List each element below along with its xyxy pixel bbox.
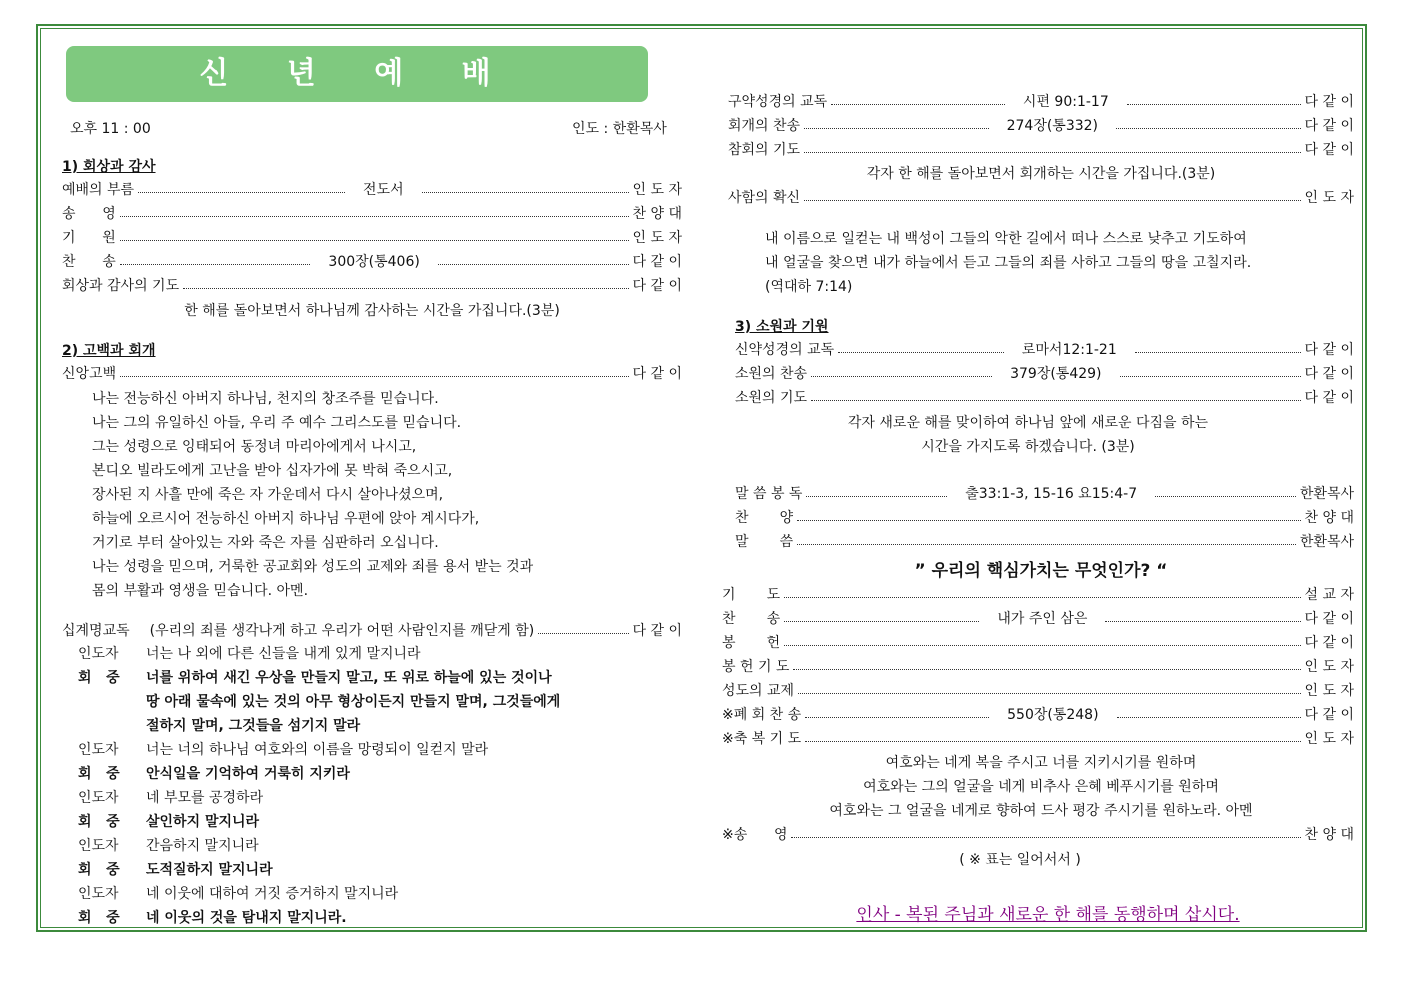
item-label: 기 도: [722, 587, 781, 603]
section1-heading: 1) 회상과 감사: [62, 159, 156, 175]
leader-dots: [804, 128, 989, 129]
item-responsible: 다 같 이: [1304, 342, 1354, 358]
leader-dots: [797, 520, 1300, 521]
item-label: 말 씀: [735, 534, 794, 550]
item-label: 예배의 부름: [62, 182, 135, 198]
item-label: 봉 헌: [722, 635, 781, 651]
leader-dots: [422, 192, 629, 193]
leader-dots: [797, 544, 1296, 545]
order-item: [722, 631, 1354, 653]
order-item: [722, 655, 1354, 677]
leader-dots: [791, 837, 1300, 838]
page-title: 신 년 예 배: [66, 46, 648, 102]
order-item: [62, 226, 682, 248]
order-item: [735, 506, 1354, 528]
item-label: 송 영: [62, 206, 116, 222]
order-item: [735, 362, 1354, 384]
text-line: 나는 성령을 믿으며, 거룩한 공교회와 성도의 교제와 죄를 용서 받는 것과: [92, 559, 534, 575]
leader-dots: [804, 152, 1300, 153]
assurance-row: [728, 186, 1354, 208]
responsive-text: 땅 아래 물속에 있는 것의 아무 형상이든지 만들지 말며, 그것들에게: [146, 694, 561, 710]
leader-dots: [138, 192, 345, 193]
item-responsible: 인 도 자: [1304, 683, 1354, 699]
responsive-speaker: 인도자: [78, 742, 119, 758]
item-responsible: 다 같 이: [1304, 611, 1355, 627]
responsive-speaker: 인도자: [78, 646, 119, 662]
responsive-text: 간음하지 말지니라: [146, 838, 259, 854]
item-label: 참회의 기도: [728, 142, 801, 158]
responsive-text: 도적질하지 말지니라: [146, 862, 273, 878]
leader-dots: [120, 376, 628, 377]
item-responsible: 다 같 이: [632, 278, 682, 294]
order-item: [62, 202, 682, 224]
leader-dots: [1105, 621, 1300, 622]
leader-dots: [120, 216, 629, 217]
leader-dots: [1116, 128, 1301, 129]
item-detail: 내가 주인 삼은: [983, 608, 1101, 628]
order-item: [735, 338, 1354, 360]
responsive-speaker: 회 중: [78, 766, 120, 782]
item-label: 신약성경의 교독: [735, 342, 835, 358]
leader-dots: [183, 288, 628, 289]
greeting: 인사 - 복된 주님과 새로운 한 해를 동행하며 삽시다.: [856, 905, 1240, 925]
item-responsible: 인 도 자: [632, 230, 682, 246]
leader-dots: [784, 597, 1300, 598]
text-line: 여호와는 네게 복을 주시고 너를 지키시기를 원하며: [885, 755, 1197, 771]
item-responsible: 다 같 이: [1304, 707, 1354, 723]
order-item: [62, 250, 682, 272]
creed-right: 다 같 이: [632, 366, 682, 382]
service-leader: 인도 : 한환목사: [572, 121, 667, 137]
text-line: 내 이름으로 일컫는 내 백성이 그들의 악한 길에서 떠나 스스로 낮추고 기도하여: [765, 231, 1247, 247]
leader-dots: [805, 741, 1300, 742]
leader-dots: [831, 104, 1005, 105]
item-responsible: 찬 양 대: [1304, 510, 1354, 526]
item-label: ※폐 회 찬 송: [722, 707, 802, 723]
order-item: [722, 679, 1354, 701]
leader-dots: [1117, 717, 1301, 718]
repent-note: 각자 한 해를 돌아보면서 회개하는 시간을 가집니다.(3분): [866, 166, 1216, 182]
leader-dots: [811, 400, 1300, 401]
item-detail: 전도서: [349, 179, 418, 199]
item-detail: 출33:1-3, 15-16 요15:4-7: [951, 483, 1151, 503]
text-line: 시간을 가지도록 하겠습니다. (3분): [921, 439, 1135, 455]
responsive-speaker: 인도자: [78, 838, 119, 854]
leader-dots: [798, 693, 1300, 694]
text-line: 몸의 부활과 영생을 믿습니다. 아멘.: [92, 583, 309, 599]
item-responsible: 다 같 이: [1304, 635, 1354, 651]
text-line: 장사된 지 사흘 만에 죽은 자 가운데서 다시 살아나셨으며,: [92, 487, 444, 503]
responsive-text: 너를 위하여 새긴 우상을 만들지 말고, 또 위로 하늘에 있는 것이나: [146, 670, 552, 686]
item-responsible: 찬 양 대: [632, 206, 682, 222]
item-responsible: 다 같 이: [1304, 390, 1354, 406]
order-item: [62, 178, 682, 200]
item-responsible: 다 같 이: [1304, 118, 1355, 134]
item-detail: 274장(통332): [993, 115, 1112, 135]
leader-dots: [784, 645, 1300, 646]
text-line: 하늘에 오르시어 전능하신 아버지 하나님 우편에 앉아 계시다가,: [92, 511, 480, 527]
responsive-speaker: 인도자: [78, 886, 119, 902]
order-item: [735, 530, 1354, 552]
text-line: 나는 그의 유일하신 아들, 우리 주 예수 그리스도를 믿습니다.: [92, 415, 462, 431]
text-line: 여호와는 그의 얼굴을 네게 비추사 은혜 베푸시기를 원하며: [863, 779, 1219, 795]
responsive-text: 네 이웃에 대하여 거짓 증거하지 말지니라: [146, 886, 399, 902]
responsive-speaker: 회 중: [78, 814, 120, 830]
order-item: [722, 607, 1354, 629]
commandments-label: 십계명교독: [62, 623, 130, 639]
item-detail: 550장(통248): [993, 704, 1112, 724]
leader-dots: [784, 621, 979, 622]
leader-dots: [793, 669, 1300, 670]
doxology-right: 찬 양 대: [1304, 827, 1354, 843]
text-line: 각자 새로운 해를 맞이하여 하나님 앞에 새로운 다짐을 하는: [847, 415, 1209, 431]
item-label: 구약성경의 교독: [728, 94, 828, 110]
item-label: 봉 헌 기 도: [722, 659, 790, 675]
responsive-speaker: 회 중: [78, 862, 120, 878]
order-item: [735, 386, 1354, 408]
text-line: (역대하 7:14): [765, 279, 853, 295]
leader-dots: [1127, 104, 1301, 105]
item-responsible: 다 같 이: [1304, 366, 1355, 382]
leader-dots: [805, 717, 989, 718]
item-responsible: 인 도 자: [1304, 731, 1354, 747]
responsive-text: 네 부모를 공경하라: [146, 790, 264, 806]
creed-row: [62, 362, 682, 384]
commandments-row: [62, 619, 682, 641]
leader-dots: [120, 240, 629, 241]
order-item: [722, 703, 1354, 725]
order-item: [728, 138, 1354, 160]
text-line: 거기로 부터 살아있는 자와 죽은 자를 심판하러 오십니다.: [92, 535, 439, 551]
section1-note: 한 해를 돌아보면서 하나님께 감사하는 시간을 가집니다.(3분): [184, 303, 560, 319]
responsive-text: 너는 나 외에 다른 신들을 내게 있게 말지니라: [146, 646, 421, 662]
leader-dots: [1120, 376, 1301, 377]
leader-dots: [438, 264, 629, 265]
doxology-label: ※송 영: [722, 827, 788, 843]
responsive-text: 절하지 말며, 그것들을 섬기지 말라: [146, 718, 361, 734]
item-detail: 로마서12:1-21: [1008, 339, 1131, 359]
item-responsible: 한환목사: [1299, 486, 1354, 502]
responsive-speaker: 회 중: [78, 910, 120, 926]
item-detail: 시편 90:1-17: [1009, 91, 1123, 111]
commandments-right: 다 같 이: [632, 623, 682, 639]
item-responsible: 다 같 이: [1304, 142, 1354, 158]
assurance-label: 사함의 확신: [728, 190, 801, 206]
order-item: [722, 583, 1354, 605]
item-label: 찬 송: [722, 611, 781, 627]
service-time: 오후 11 : 00: [70, 121, 151, 137]
responsive-text: 안식일을 기억하여 거룩히 지키라: [146, 766, 350, 782]
item-responsible: 다 같 이: [1304, 94, 1355, 110]
responsive-text: 네 이웃의 것을 탐내지 말지니라.: [146, 910, 347, 926]
text-line: 본디오 빌라도에게 고난을 받아 십자가에 못 박혀 죽으시고,: [92, 463, 453, 479]
item-label: 소원의 기도: [735, 390, 808, 406]
leader-dots: [806, 496, 947, 497]
leader-dots: [804, 200, 1300, 201]
order-item: [735, 482, 1354, 504]
assurance-right: 인 도 자: [1304, 190, 1354, 206]
item-label: 소원의 찬송: [735, 366, 808, 382]
item-detail: 379장(통429): [996, 363, 1115, 383]
item-label: ※축 복 기 도: [722, 731, 802, 747]
leader-dots: [838, 352, 1004, 353]
sermon-title: ” 우리의 핵심가치는 무엇인가? “: [914, 561, 1168, 581]
leader-dots: [538, 633, 628, 634]
stand-note: ( ※ 표는 일어서서 ): [959, 852, 1081, 868]
item-responsible: 다 같 이: [632, 254, 682, 270]
section2-heading: 2) 고백과 회개: [62, 343, 156, 359]
text-line: 여호와는 그 얼굴을 네게로 향하여 드사 평강 주시기를 원하노라. 아멘: [829, 803, 1253, 819]
responsive-speaker: 인도자: [78, 790, 119, 806]
responsive-text: 살인하지 말지니라: [146, 814, 260, 830]
text-line: 나는 전능하신 아버지 하나님, 천지의 창조주를 믿습니다.: [92, 391, 439, 407]
order-item: [728, 90, 1354, 112]
item-responsible: 인 도 자: [632, 182, 683, 198]
item-responsible: 인 도 자: [1304, 659, 1354, 675]
order-item: [722, 727, 1354, 749]
creed-label: 신앙고백: [62, 366, 117, 382]
commandments-note: (우리의 죄를 생각나게 하고 우리가 어떤 사람인지를 깨닫게 함): [149, 623, 535, 639]
section3-heading: 3) 소원과 기원: [735, 319, 829, 335]
order-item: [62, 274, 682, 296]
leader-dots: [1155, 496, 1296, 497]
item-label: 말 씀 봉 독: [735, 486, 803, 502]
item-label: 찬 송: [62, 254, 116, 270]
leader-dots: [811, 376, 992, 377]
item-label: 회개의 찬송: [728, 118, 801, 134]
responsive-speaker: 회 중: [78, 670, 120, 686]
item-label: 기 원: [62, 230, 116, 246]
item-label: 찬 양: [735, 510, 794, 526]
doxology-row: [722, 823, 1354, 845]
item-responsible: 설 교 자: [1304, 587, 1354, 603]
leader-dots: [1135, 352, 1301, 353]
responsive-text: 너는 너의 하나님 여호와의 이름을 망령되이 일컫지 말라: [146, 742, 489, 758]
order-item: [728, 114, 1354, 136]
item-label: 성도의 교제: [722, 683, 795, 699]
text-line: 그는 성령으로 잉태되어 동정녀 마리아에게서 나시고,: [92, 439, 417, 455]
leader-dots: [120, 264, 311, 265]
text-line: 내 얼굴을 찾으면 내가 하늘에서 듣고 그들의 죄를 사하고 그들의 땅을 고칠지라.: [765, 255, 1252, 271]
item-label: 회상과 감사의 기도: [62, 278, 180, 294]
item-detail: 300장(통406): [314, 251, 433, 271]
item-responsible: 한환목사: [1299, 534, 1354, 550]
